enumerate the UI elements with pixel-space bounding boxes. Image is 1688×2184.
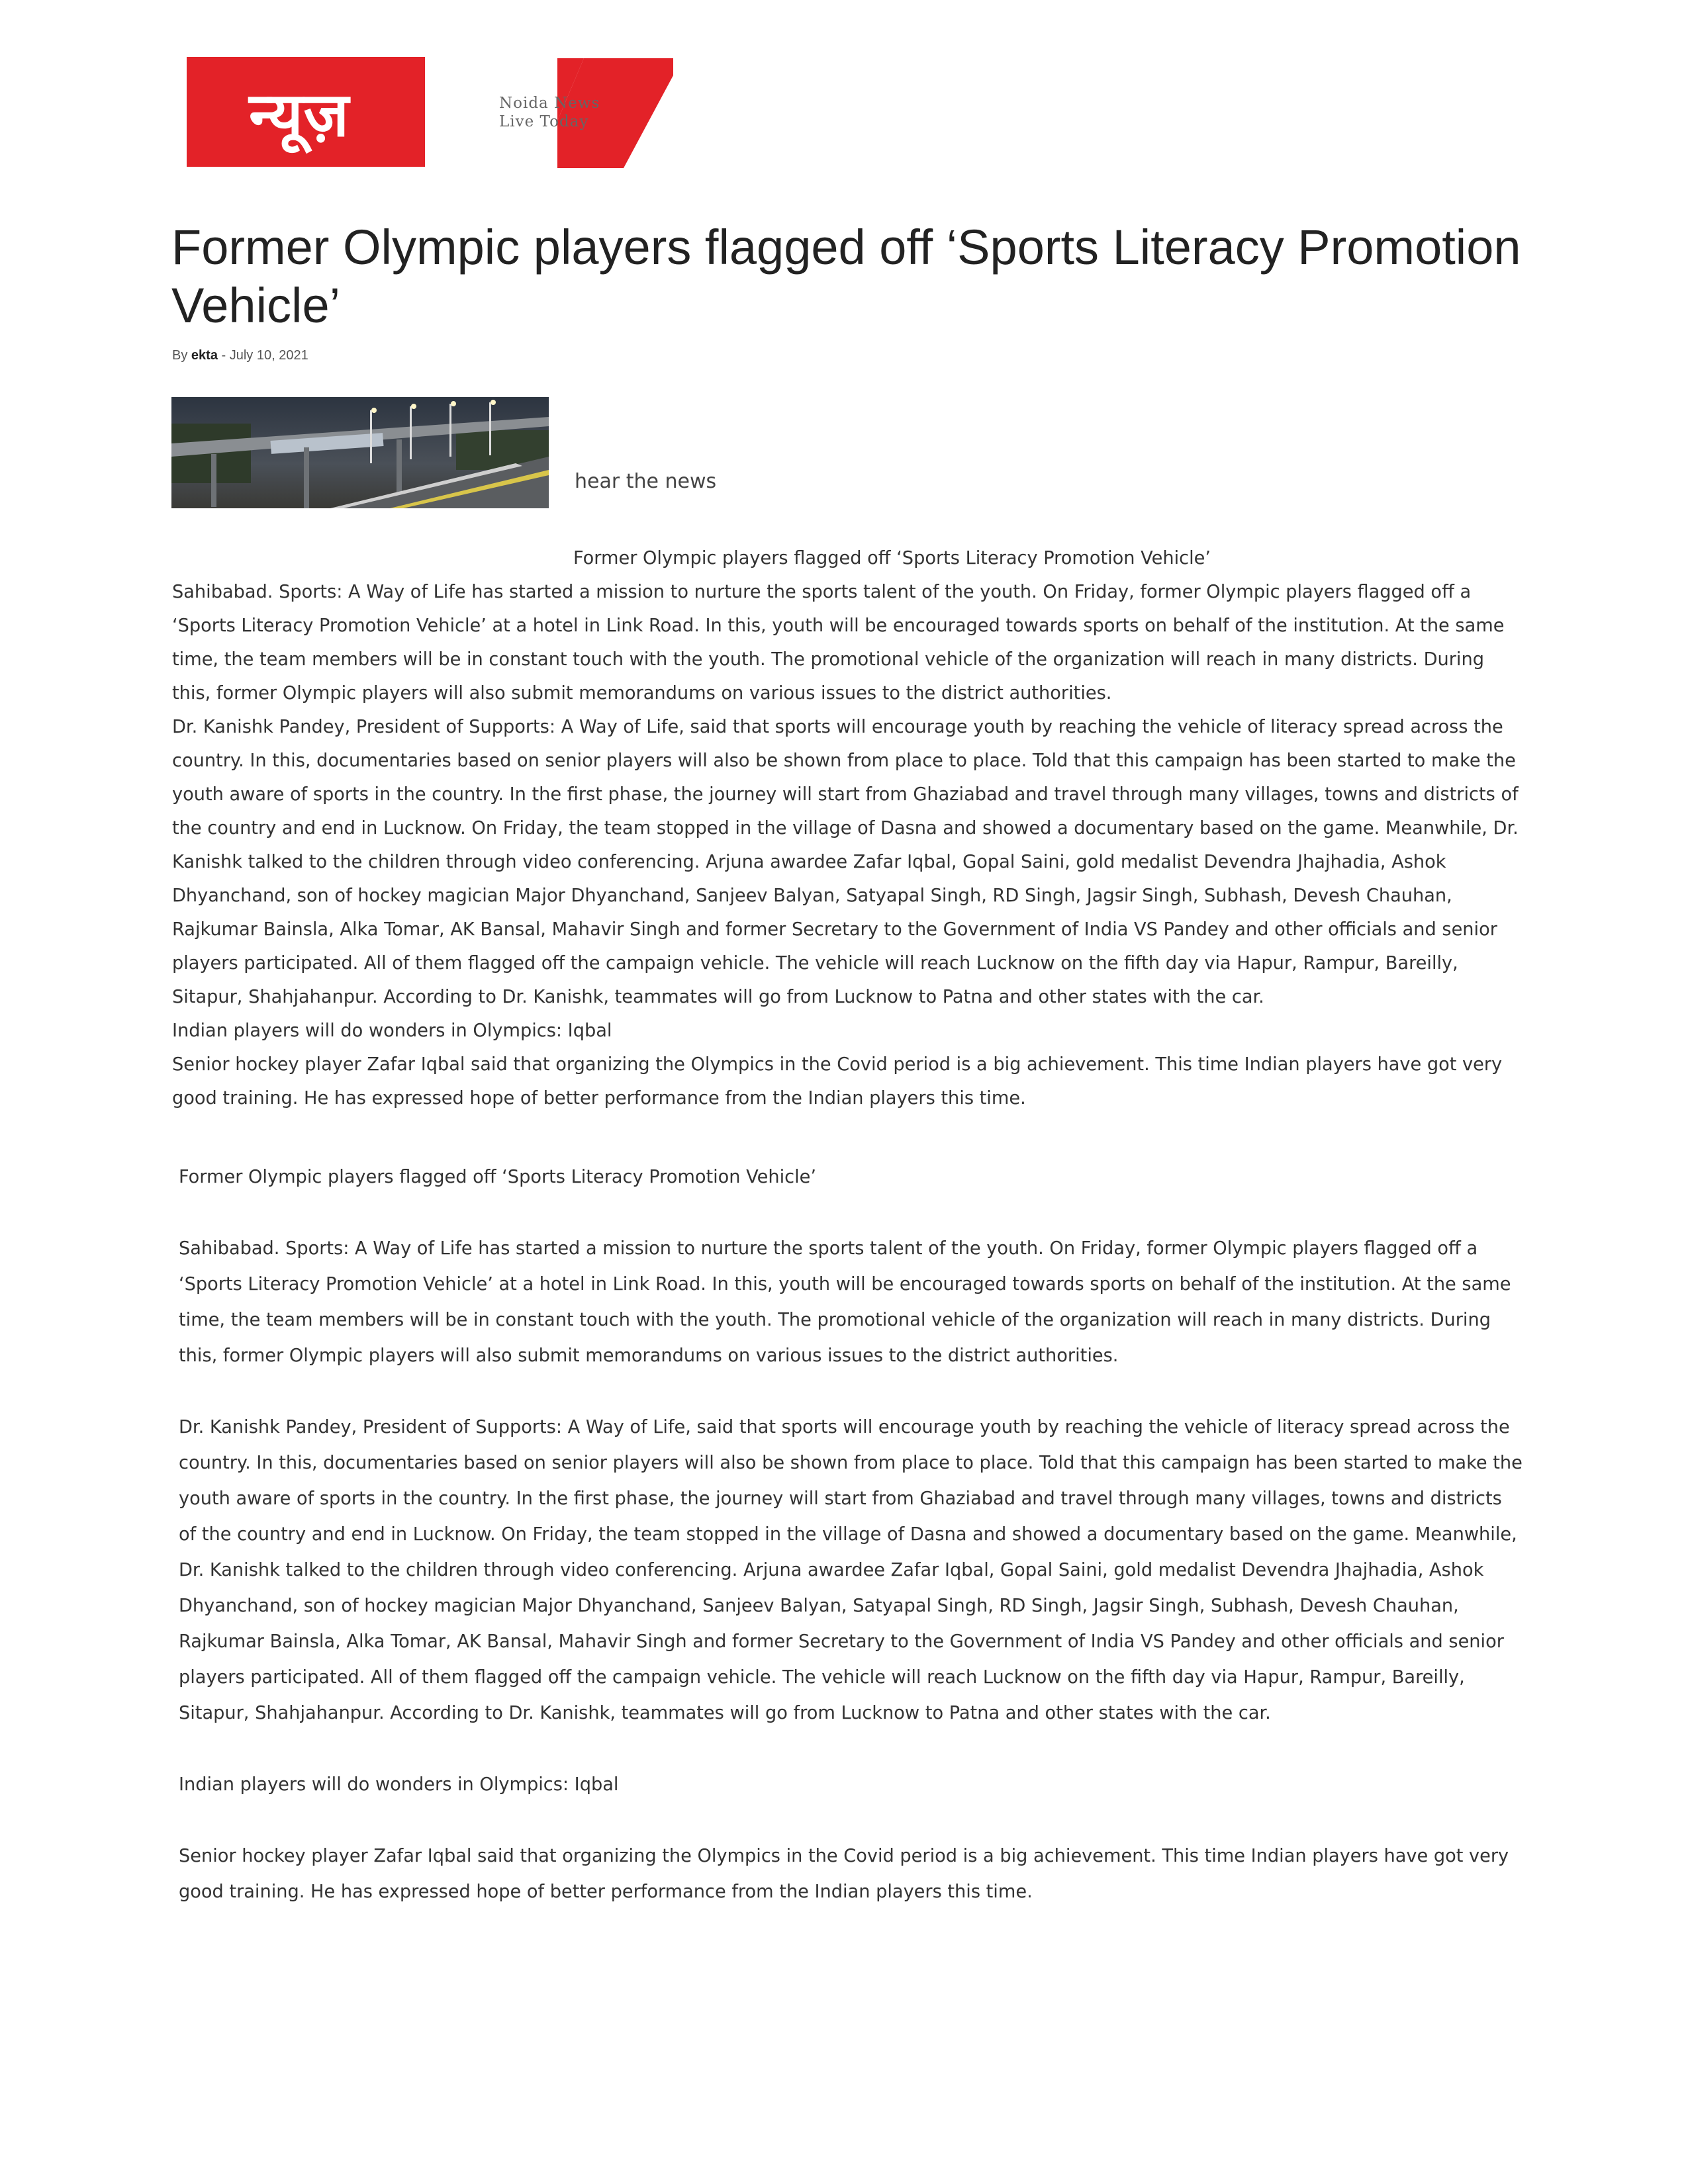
logo-hindi-wordmark: न्यूज़ (249, 79, 350, 150)
paragraph-quote: Senior hockey player Zafar Iqbal said that organizing the Olympics in the Covid period is a big achievement. This time Indian players have got very good training. He has expressed hope of better performance from the Indian players this time. (179, 1846, 1509, 1902)
inline-heading: Former Olympic players flagged off ‘Sports Literacy Promotion Vehicle’ (179, 1167, 817, 1187)
byline-author[interactable]: ekta (191, 348, 218, 363)
article-body-first (172, 541, 1523, 1115)
subheading: Indian players will do wonders in Olympics: Iqbal (172, 1021, 612, 1041)
article-title: Former Olympic players flagged off ‘Sports Literacy Promotion Vehicle’ (171, 220, 1521, 333)
featured-image (171, 397, 549, 508)
listen-audio-link[interactable]: hear the news (575, 470, 717, 493)
logo-tagline (499, 94, 658, 131)
paragraph-intro: Sahibabad. Sports: A Way of Life has started a mission to nurture the sports talent of the youth. On Friday, former Olympic players flagged off a ‘Sports Literacy Promotion Vehicle’ at a hotel in Link Road. In this, youth will be encouraged towards sports on behalf of the institution. At the same time, the team members will be in constant touch with the youth. The promotional vehicle of the organization will reach in many districts. During this, former Olympic players will also submit memorandums on various issues to the district authorities. (172, 582, 1505, 704)
article-body-second (179, 1160, 1523, 1910)
subheading: Indian players will do wonders in Olympics: Iqbal (179, 1774, 619, 1795)
logo-tagline-line1: Noida News (499, 95, 600, 112)
byline-separator: - (221, 348, 226, 363)
site-logo[interactable] (187, 57, 637, 169)
byline-date: July 10, 2021 (229, 348, 308, 363)
paragraph-details: Dr. Kanishk Pandey, President of Supports: A Way of Life, said that sports will encourage youth by reaching the vehicle of literacy spread across the country. In this, documentaries based on senior players will also be shown from place to place. Told that this campaign has been started to make the youth aware of sports in the country. In the first phase, the journey will start from Ghaziabad and travel through many villages, towns and districts of the country and end in Lucknow. On Friday, the team stopped in the village of Dasna and showed a documentary based on the game. Meanwhile, Dr. Kanishk talked to the children through video conferencing. Arjuna awardee Zafar Iqbal, Gopal Saini, gold medalist Devendra Jhajhadia, Ashok Dhyanchand, son of hockey magician Major Dhyanchand, Sanjeev Balyan, Satyapal Singh, RD Singh, Jagsir Singh, Subhash, Devesh Chauhan, Rajkumar Bainsla, Alka Tomar, AK Bansal, Mahavir Singh and former Secretary to the Government of India VS Pandey and other officials and senior players participated. All of them flagged off the campaign vehicle. The vehicle will reach Lucknow on the fifth day via Hapur, Rampur, Bareilly, Sitapur, Shahjahanpur. According to Dr. Kanishk, teammates will go from Lucknow to Patna and other states with the car. (179, 1417, 1523, 1723)
article-byline (172, 348, 308, 363)
paragraph-intro: Sahibabad. Sports: A Way of Life has started a mission to nurture the sports talent of the youth. On Friday, former Olympic players flagged off a ‘Sports Literacy Promotion Vehicle’ at a hotel in Link Road. In this, youth will be encouraged towards sports on behalf of the institution. At the same time, the team members will be in constant touch with the youth. The promotional vehicle of the organization will reach in many districts. During this, former Olympic players will also submit memorandums on various issues to the district authorities. (179, 1238, 1511, 1366)
logo-tagline-line2: Live Today (499, 113, 589, 130)
paragraph-quote: Senior hockey player Zafar Iqbal said that organizing the Olympics in the Covid period is a big achievement. This time Indian players have got very good training. He has expressed hope of better performance from the Indian players this time. (172, 1054, 1503, 1109)
inline-heading: Former Olympic players flagged off ‘Sports Literacy Promotion Vehicle’ (573, 548, 1211, 569)
paragraph-details: Dr. Kanishk Pandey, President of Supports: A Way of Life, said that sports will encourage youth by reaching the vehicle of literacy spread across the country. In this, documentaries based on senior players will also be shown from place to place. Told that this campaign has been started to make the youth aware of sports in the country. In the first phase, the journey will start from Ghaziabad and travel through many villages, towns and districts of the country and end in Lucknow. On Friday, the team stopped in the village of Dasna and showed a documentary based on the game. Meanwhile, Dr. Kanishk talked to the children through video conferencing. Arjuna awardee Zafar Iqbal, Gopal Saini, gold medalist Devendra Jhajhadia, Ashok Dhyanchand, son of hockey magician Major Dhyanchand, Sanjeev Balyan, Satyapal Singh, RD Singh, Jagsir Singh, Subhash, Devesh Chauhan, Rajkumar Bainsla, Alka Tomar, AK Bansal, Mahavir Singh and former Secretary to the Government of India VS Pandey and other officials and senior players participated. All of them flagged off the campaign vehicle. The vehicle will reach Lucknow on the fifth day via Hapur, Rampur, Bareilly, Sitapur, Shahjahanpur. According to Dr. Kanishk, teammates will go from Lucknow to Patna and other states with the car. (172, 717, 1519, 1007)
byline-prefix: By (172, 348, 188, 363)
